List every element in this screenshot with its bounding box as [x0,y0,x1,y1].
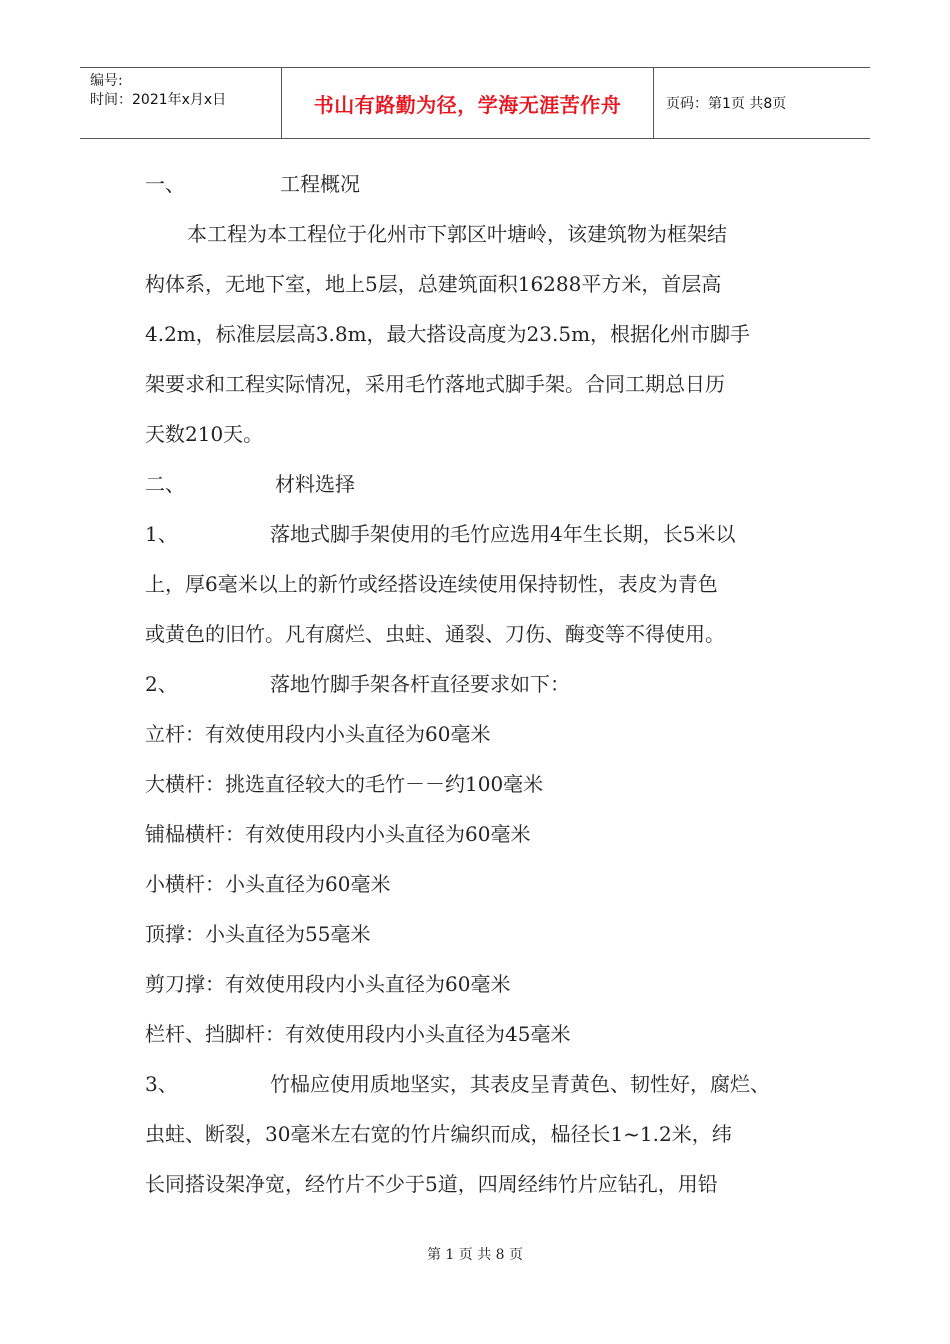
item-number: 2、 [145,672,178,696]
document-header [80,67,870,139]
item-text: 落地竹脚手架各杆直径要求如下： [270,672,570,696]
requirement-line: 大横杆：挑选直径较大的毛竹－－约100毫米 [145,772,544,796]
paragraph-line: 天数210天。 [145,422,264,446]
requirement-line: 顶撑：小头直径为55毫米 [145,922,371,946]
item-2-line [145,670,570,698]
header-meta [80,68,282,138]
requirement-line: 立杆：有效使用段内小头直径为60毫米 [145,722,491,746]
item-text: 竹榀应使用质地坚实，其表皮呈青黄色、韧性好，腐烂、 [270,1072,770,1096]
motto-text: 书山有路勤为径，学海无涯苦作舟 [313,92,622,117]
section-title: 工程概况 [280,172,360,196]
item-1-line [145,520,735,548]
number-label: 编号: [90,73,123,89]
section-title: 材料选择 [275,472,355,496]
section-2-heading [145,470,355,498]
paragraph-line: 本工程为本工程位于化州市下郭区叶塘岭，该建筑物为框架结 [187,222,727,246]
requirement-line: 铺榀横杆：有效使用段内小头直径为60毫米 [145,822,531,846]
header-motto-cell [282,68,654,138]
paragraph-line: 虫蛀、断裂，30毫米左右宽的竹片编织而成，榀径长1~1.2米，纬 [145,1122,732,1146]
paragraph-line: 或黄色的旧竹。凡有腐烂、虫蛀、通裂、刀伤、酶变等不得使用。 [145,622,725,646]
page-footer [0,1244,950,1264]
requirement-line: 小横杆：小头直径为60毫米 [145,872,391,896]
paragraph-line: 上，厚6毫米以上的新竹或经搭设连续使用保持韧性，表皮为青色 [145,572,718,596]
footer-page-number: 第 1 页 共 8 页 [426,1247,524,1263]
date-label: 时间：2021年x月x日 [90,92,227,108]
item-number: 3、 [145,1072,178,1096]
header-page-info [654,68,870,138]
section-number: 一、 [145,172,185,196]
section-number: 二、 [145,472,185,496]
requirement-line: 栏杆、挡脚杆：有效使用段内小头直径为45毫米 [145,1022,571,1046]
item-text: 落地式脚手架使用的毛竹应选用4年生长期，长5米以 [270,522,736,546]
paragraph-line: 架要求和工程实际情况，采用毛竹落地式脚手架。合同工期总日历 [145,372,725,396]
page-info-text: 页码：第1页 共8页 [666,96,787,112]
item-number: 1、 [145,522,178,546]
section-1-heading [145,170,360,198]
paragraph-line: 构体系，无地下室，地上5层，总建筑面积16288平方米，首层高 [145,272,722,296]
paragraph-line: 4.2m，标准层层高3.8m，最大搭设高度为23.5m，根据化州市脚手 [145,322,751,346]
requirement-line: 剪刀撑：有效使用段内小头直径为60毫米 [145,972,511,996]
paragraph-line: 长同搭设架净宽，经竹片不少于5道，四周经纬竹片应钻孔，用铅 [145,1172,718,1196]
item-3-line [145,1070,770,1098]
